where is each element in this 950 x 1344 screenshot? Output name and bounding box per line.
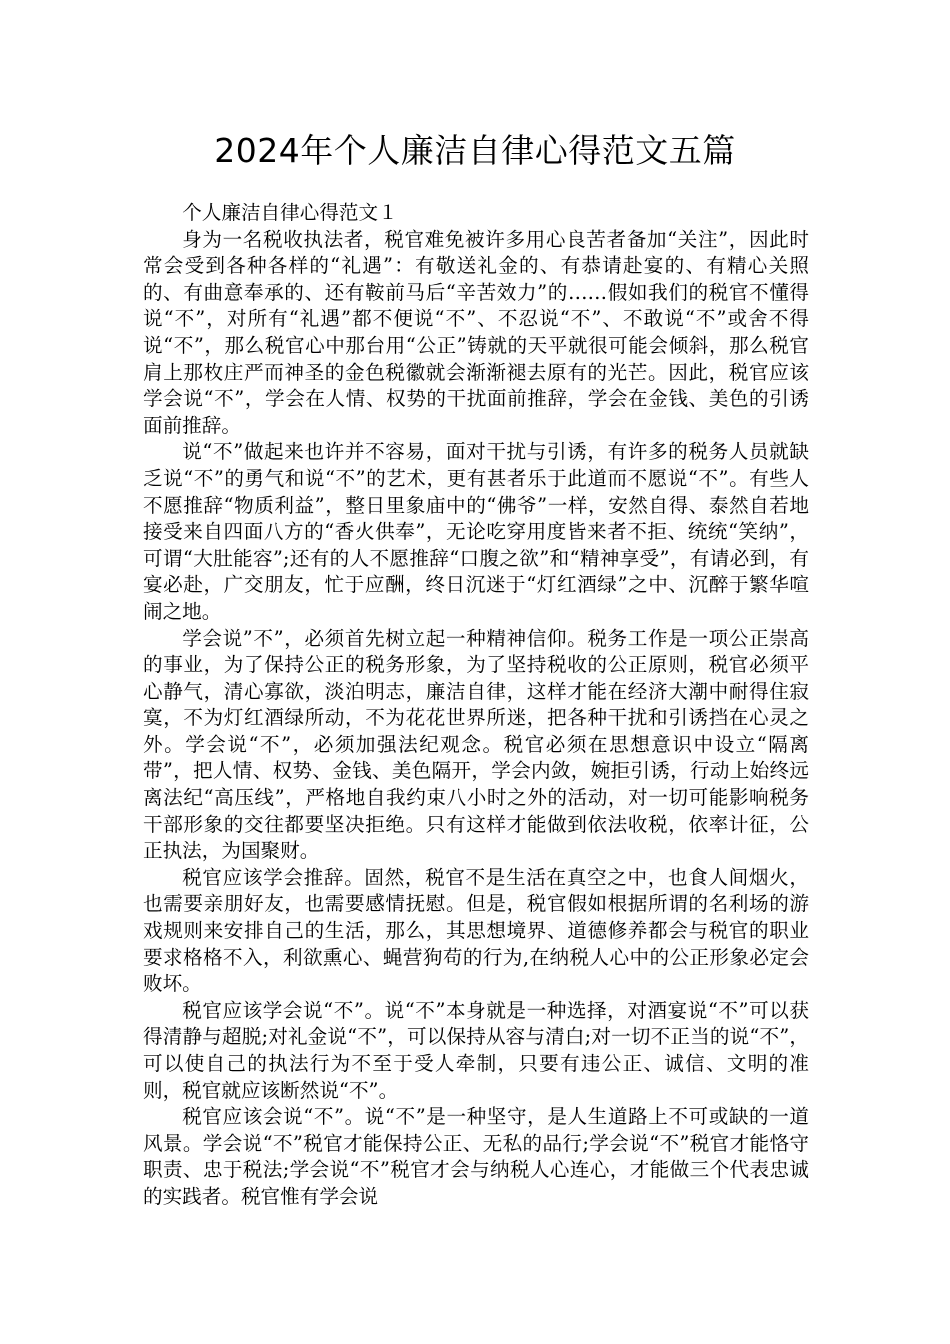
document-title: 2024年个人廉洁自律心得范文五篇 — [214, 131, 736, 170]
paragraph: 税官应该学会说“不”。说“不”本身就是一种选择，对酒宴说“不”可以获得清静与超脱;对礼金说“不”，可以保持从容与清白;对一切不正当的说“不”，可以使自己的执法行为不至于受人牵制，只要有违公正、诚信、文明的准则，税官就应该断然说“不”。 — [143, 998, 809, 1102]
paragraph: 身为一名税收执法者，税官难免被许多用心良苦者备加“关注”，因此时常会受到各种各样的“礼遇”：有敬送礼金的、有恭请赴宴的、有精心关照的、有曲意奉承的、还有鞍前马后“辛苦效力”的……假如我们的税官不懂得说“不”，对所有“礼遇”都不便说“不”、不忍说“不”、不敢说“不”或舍不得说“不”，那么税官心中那台用“公正”铸就的天平就很可能会倾斜，那么税官肩上那枚庄严而神圣的金色税徽就会渐渐褪去原有的光芒。因此，税官应该学会说“不”，学会在人情、权势的干扰面前推辞，学会在金钱、美色的引诱面前推辞。 — [143, 227, 809, 437]
paragraph: 税官应该学会推辞。固然，税官不是生活在真空之中，也食人间烟火，也需要亲朋好友，也需要感情抚慰。但是，税官假如根据所谓的名利场的游戏规则来安排自己的生活，那么，其思想境界、道德修养都会与税官的职业要求格格不入，利欲熏心、蝇营狗苟的行为,在纳税人心中的公正形象必定会败坏。 — [143, 865, 809, 996]
paragraph: 说“不”做起来也许并不容易，面对干扰与引诱，有许多的税务人员就缺乏说“不”的勇气和说“不”的艺术，更有甚者乐于此道而不愿说“不”。有些人不愿推辞“物质利益”，整日里象庙中的“佛爷”一样，安然自得、泰然自若地接受来自四面八方的“香火供奉”，无论吃穿用度皆来者不拒、统统“笑纳”，可谓“大肚能容”;还有的人不愿推辞“口腹之欲”和“精神享受”，有请必到，有宴必赴，广交朋友，忙于应酬，终日沉迷于“灯红酒绿”之中、沉醉于繁华喧闹之地。 — [143, 440, 809, 623]
section-heading: 个人廉洁自律心得范文１ — [182, 201, 398, 224]
paragraph: 税官应该会说“不”。说“不”是一种坚守，是人生道路上不可或缺的一道风景。学会说“不”税官才能保持公正、无私的品行;学会说“不”税官才能恪守职责、忠于税法;学会说“不”税官才会与纳税人心连心，才能做三个代表忠诚的实践者。税官惟有学会说 — [143, 1105, 809, 1208]
document-body — [143, 200, 809, 1211]
paragraph: 学会说”不”，必须首先树立起一种精神信仰。税务工作是一项公正崇高的事业，为了保持公正的税务形象，为了坚持税收的公正原则，税官必须平心静气，清心寡欲，淡泊明志，廉洁自律，这样才能在经济大潮中耐得住寂寞，不为灯红酒绿所动，不为花花世界所迷，把各种干扰和引诱挡在心灵之外。学会说“不”，必须加强法纪观念。税官必须在思想意识中设立“隔离带”，把人情、权势、金钱、美色隔开，学会内敛，婉拒引诱，行动上始终远离法纪“高压线”，严格地自我约束八小时之外的活动，对一切可能影响税务干部形象的交往都要坚决拒绝。只有这样才能做到依法收税，依率计征，公正执法，为国聚财。 — [143, 626, 809, 863]
